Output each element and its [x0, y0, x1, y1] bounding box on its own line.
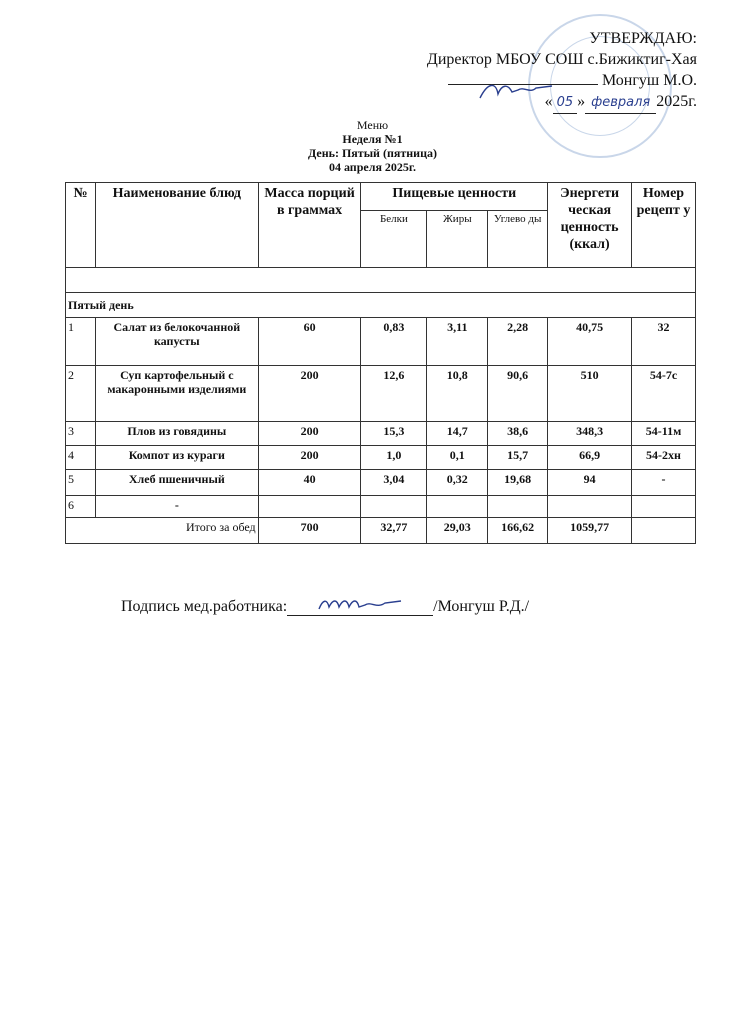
header-carbs: Углево ды: [488, 211, 548, 268]
section-row: [66, 293, 696, 318]
signature-blank: [287, 599, 433, 616]
header-energy: Энергети ческая ценность (ккал): [548, 183, 632, 268]
title-week: Неделя №1: [342, 132, 403, 146]
row-energy: [548, 496, 632, 518]
header-name: Наименование блюд: [95, 183, 258, 268]
total-fat: 29,03: [427, 518, 488, 544]
director-signature: [478, 80, 558, 102]
total-energy: 1059,77: [548, 518, 632, 544]
row-mass: 60: [258, 318, 361, 366]
header-num: №: [66, 183, 96, 268]
row-fat: [427, 496, 488, 518]
row-protein: 15,3: [361, 422, 427, 446]
date-month: февраля: [585, 92, 656, 114]
title-date: 04 апреля 2025г.: [328, 160, 417, 174]
row-carbs: 2,28: [488, 318, 548, 366]
approval-heading: УТВЕРЖДАЮ:: [589, 30, 697, 47]
date-day: 05: [553, 92, 578, 114]
row-fat: 3,11: [427, 318, 488, 366]
row-recipe: 54-7с: [632, 366, 696, 422]
table-row: [66, 470, 696, 496]
row-fat: 0,32: [427, 470, 488, 496]
row-carbs: 19,68: [488, 470, 548, 496]
medical-signature: [315, 593, 405, 615]
row-name: Суп картофельный с макаронными изделиями: [95, 366, 258, 422]
row-name: -: [95, 496, 258, 518]
header-nutrition: Пищевые ценности: [361, 183, 548, 211]
row-mass: 40: [258, 470, 361, 496]
row-fat: 10,8: [427, 366, 488, 422]
row-name: Хлеб пшеничный: [95, 470, 258, 496]
row-energy: 40,75: [548, 318, 632, 366]
total-carbs: 166,62: [488, 518, 548, 544]
table-row: [66, 422, 696, 446]
row-num: 5: [66, 470, 96, 496]
signature-name: /Монгуш Р.Д./: [433, 598, 530, 615]
row-mass: 200: [258, 366, 361, 422]
empty-row: [66, 268, 696, 293]
row-name: Салат из белокочанной капусты: [95, 318, 258, 366]
medical-signature-line: [121, 598, 529, 616]
row-energy: 66,9: [548, 446, 632, 470]
row-carbs: [488, 496, 548, 518]
total-recipe: [632, 518, 696, 544]
row-num: 3: [66, 422, 96, 446]
header-recipe: Номер рецепт у: [632, 183, 696, 268]
header-row-1: [66, 183, 696, 211]
row-name: Плов из говядины: [95, 422, 258, 446]
row-num: 4: [66, 446, 96, 470]
header-protein: Белки: [361, 211, 427, 268]
table-row: [66, 318, 696, 366]
row-num: 1: [66, 318, 96, 366]
director-signature-blank: [448, 84, 598, 85]
table-row: [66, 446, 696, 470]
menu-title: [0, 118, 745, 174]
row-protein: [361, 496, 427, 518]
header-mass: Масса порций в граммах: [258, 183, 361, 268]
approval-position: Директор МБОУ СОШ с.Бижиктиг-Хая: [426, 51, 697, 68]
row-recipe: [632, 496, 696, 518]
row-num: 6: [66, 496, 96, 518]
section-label: Пятый день: [66, 293, 696, 318]
total-row: [66, 518, 696, 544]
row-fat: 0,1: [427, 446, 488, 470]
approval-date: « 05 » февраля 2025г.: [427, 91, 697, 114]
row-protein: 1,0: [361, 446, 427, 470]
row-recipe: 54-2хн: [632, 446, 696, 470]
title-menu: Меню: [356, 118, 389, 132]
signature-label: Подпись мед.работника:: [121, 598, 288, 615]
total-mass: 700: [258, 518, 361, 544]
row-num: 2: [66, 366, 96, 422]
row-protein: 12,6: [361, 366, 427, 422]
row-energy: 510: [548, 366, 632, 422]
row-energy: 348,3: [548, 422, 632, 446]
total-label: Итого за обед: [66, 518, 259, 544]
table-row: [66, 366, 696, 422]
director-name: Монгуш М.О.: [601, 72, 697, 89]
row-carbs: 90,6: [488, 366, 548, 422]
row-mass: [258, 496, 361, 518]
row-name: Компот из кураги: [95, 446, 258, 470]
row-energy: 94: [548, 470, 632, 496]
approval-block: [427, 28, 697, 114]
row-recipe: -: [632, 470, 696, 496]
header-fat: Жиры: [427, 211, 488, 268]
row-recipe: 32: [632, 318, 696, 366]
row-carbs: 15,7: [488, 446, 548, 470]
row-fat: 14,7: [427, 422, 488, 446]
menu-table: [65, 182, 696, 544]
row-mass: 200: [258, 422, 361, 446]
row-protein: 0,83: [361, 318, 427, 366]
row-carbs: 38,6: [488, 422, 548, 446]
approval-name-line: [427, 70, 697, 91]
date-year: 2025г.: [656, 93, 697, 110]
row-mass: 200: [258, 446, 361, 470]
title-day: День: Пятый (пятница): [307, 146, 438, 160]
total-protein: 32,77: [361, 518, 427, 544]
row-protein: 3,04: [361, 470, 427, 496]
row-recipe: 54-11м: [632, 422, 696, 446]
table-row: [66, 496, 696, 518]
date-open-quote: «: [544, 93, 553, 110]
